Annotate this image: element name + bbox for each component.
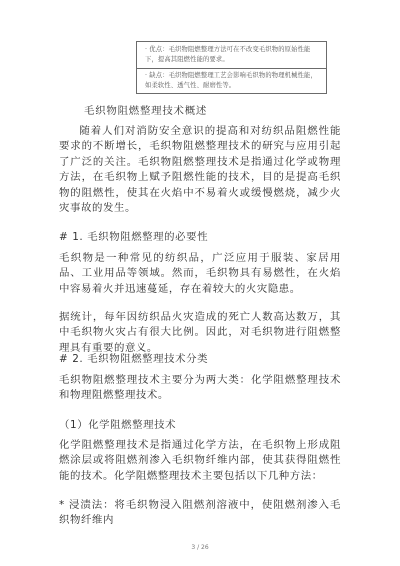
page-number: 3 / 26 [191,544,209,551]
note-row-pros [137,42,326,69]
section-1-heading: # 1. 毛织物阻燃整理的必要性 [59,231,209,243]
subsection-heading: （1）化学阻燃整理技术 [59,419,177,431]
section-title: 毛织物阻燃整理技术概述 [84,105,208,117]
note-pros-text: · 优点：毛织物阻燃整理方法可在不改变毛织物的原始性能下，提高其阻燃性能的要求。 [145,46,311,63]
section-1-paragraph-2: 据统计，每年因纺织品火灾造成的死亡人数高达数万，其中毛织物火灾占有很大比例。因此，对毛织物进行阻燃整理具有重要的意义。 [59,311,341,354]
note-row-cons [137,68,326,94]
intro-paragraph [59,124,341,216]
section-1-paragraph-1: 毛织物是一种常见的纺织品，广泛应用于服装、家居用品、工业用品等领域。然而，毛织物具有易燃性，在火焰中容易着火并迅速蔓延，存在着较大的火灾隐患。 [59,252,341,295]
intro-text: 随着人们对消防安全意识的提高和对纺织品阻燃性能要求的不断增长，毛织物阻燃整理技术的研究与应用引起了广泛的关注。毛织物阻燃整理技术是指通过化学或物理方法，在毛织物上赋予阻燃性能的技术，目的是提高毛织物的阻燃性，使其在火焰中不易着火或缓慢燃烧，减少火灾事故的发生。 [59,125,341,215]
section-2-paragraph-3: * 浸渍法：将毛织物浸入阻燃剂溶液中，使阻燃剂渗入毛织物纤维内 [59,499,341,527]
note-cons-text: · 缺点：毛织物阻燃整理工艺会影响毛织物的物理机械性能，如柔软性、透气性、耐磨性等。 [145,72,317,89]
section-2-heading: # 2. 毛织物阻燃整理技术分类 [59,353,209,365]
section-2-paragraph-1: 毛织物阻燃整理技术主要分为两大类：化学阻燃整理技术和物理阻燃整理技术。 [59,374,341,402]
note-table [136,41,327,94]
section-2-paragraph-2: 化学阻燃整理技术是指通过化学方法，在毛织物上形成阻燃涂层或将阻燃剂渗入毛织物纤维内部，使其获得阻燃性能的技术。化学阻燃整理技术主要包括以下几种方法： [59,439,341,482]
